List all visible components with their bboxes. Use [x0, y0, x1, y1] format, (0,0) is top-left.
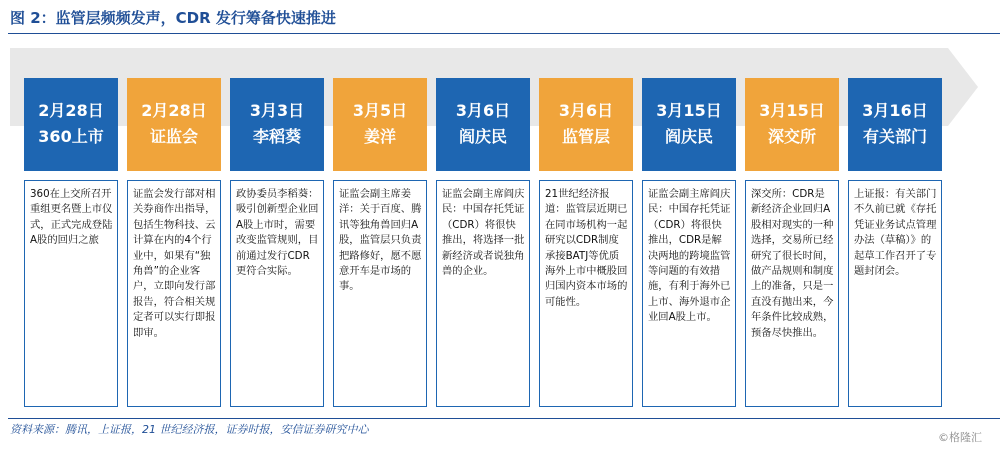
timeline-event	[24, 78, 118, 407]
timeline-event	[745, 78, 839, 407]
event-source: 姜洋	[363, 127, 396, 146]
event-description: 证监会副主席阎庆民：中国存托凭证（CDR）将很快推出，将选择一批新经济或者说独角兽的企业。	[436, 180, 530, 407]
source-note: 资料来源：腾讯，上证报，21 世纪经济报，证券时报，安信证券研究中心	[10, 423, 369, 436]
event-header	[230, 78, 324, 171]
event-date: 3月16日	[862, 101, 928, 120]
event-header	[745, 78, 839, 171]
event-source: 李稻葵	[252, 127, 301, 146]
event-date: 3月6日	[558, 101, 614, 120]
timeline-event	[539, 78, 633, 407]
event-source: 360上市	[38, 127, 104, 146]
event-description: 政协委员李稻葵：吸引创新型企业回A股上市时，需要改变监管规则，目前通过发行CDR更符合实际。	[230, 180, 324, 407]
event-header	[24, 78, 118, 171]
event-description: 21世纪经济报道：监管层近期已在同市场机构一起研究以CDR制度承接BATJ等优质海外上市中概股回归国内资本市场的可能性。	[539, 180, 633, 407]
event-description: 深交所：CDR是新经济企业回归A股相对现实的一种选择，交易所已经研究了很长时间，做产品规则和制度上的准备，只是一直没有抛出来，今年条件比较成熟，预备尽快推出。	[745, 180, 839, 407]
event-description: 360在上交所召开重组更名暨上市仪式，正式完成登陆A股的回归之旅	[24, 180, 118, 407]
event-description: 证监会副主席阎庆民：中国存托凭证（CDR）将很快推出，CDR是解决两地的跨境监管等问题的有效措施，有利于海外已上市、海外退市企业回A股上市。	[642, 180, 736, 407]
timeline-event	[230, 78, 324, 407]
event-source: 深交所	[767, 127, 816, 146]
event-date: 3月15日	[656, 101, 722, 120]
event-header	[539, 78, 633, 171]
event-header	[848, 78, 942, 171]
timeline-event	[436, 78, 530, 407]
event-header	[127, 78, 221, 171]
figure-title: 图 2：监管层频频发声，CDR 发行筹备快速推进	[10, 9, 336, 27]
event-source: 监管层	[561, 127, 610, 146]
event-date: 2月28日	[38, 101, 104, 120]
watermark: ©格隆汇	[938, 431, 982, 444]
source-rule	[8, 418, 1000, 419]
event-date: 3月6日	[455, 101, 511, 120]
event-description: 证监会副主席姜洋：关于百度、腾讯等独角兽回归A股，监管层只负责把路修好，愿不愿意开车是市场的事。	[333, 180, 427, 407]
event-header	[642, 78, 736, 171]
event-source: 证监会	[149, 127, 198, 146]
event-date: 3月3日	[249, 101, 305, 120]
timeline-event	[127, 78, 221, 407]
event-source: 有关部门	[862, 127, 927, 146]
event-source: 阎庆民	[664, 127, 713, 146]
event-date: 3月15日	[759, 101, 825, 120]
event-header	[436, 78, 530, 171]
timeline-event	[333, 78, 427, 407]
event-source: 阎庆民	[458, 127, 507, 146]
event-date: 2月28日	[141, 101, 207, 120]
timeline-event	[642, 78, 736, 407]
title-rule	[8, 33, 1000, 34]
event-date: 3月5日	[352, 101, 408, 120]
timeline-event	[848, 78, 942, 407]
event-header	[333, 78, 427, 171]
event-description: 证监会发行部对相关券商作出指导，包括生物科技、云计算在内的4个行业中，如果有“独角兽”的企业客户，立即向发行部报告，符合相关规定者可以实行即报即审。	[127, 180, 221, 407]
event-description: 上证报：有关部门不久前已就《存托凭证业务试点管理办法（草稿）》的起草工作召开了专题封闭会。	[848, 180, 942, 407]
